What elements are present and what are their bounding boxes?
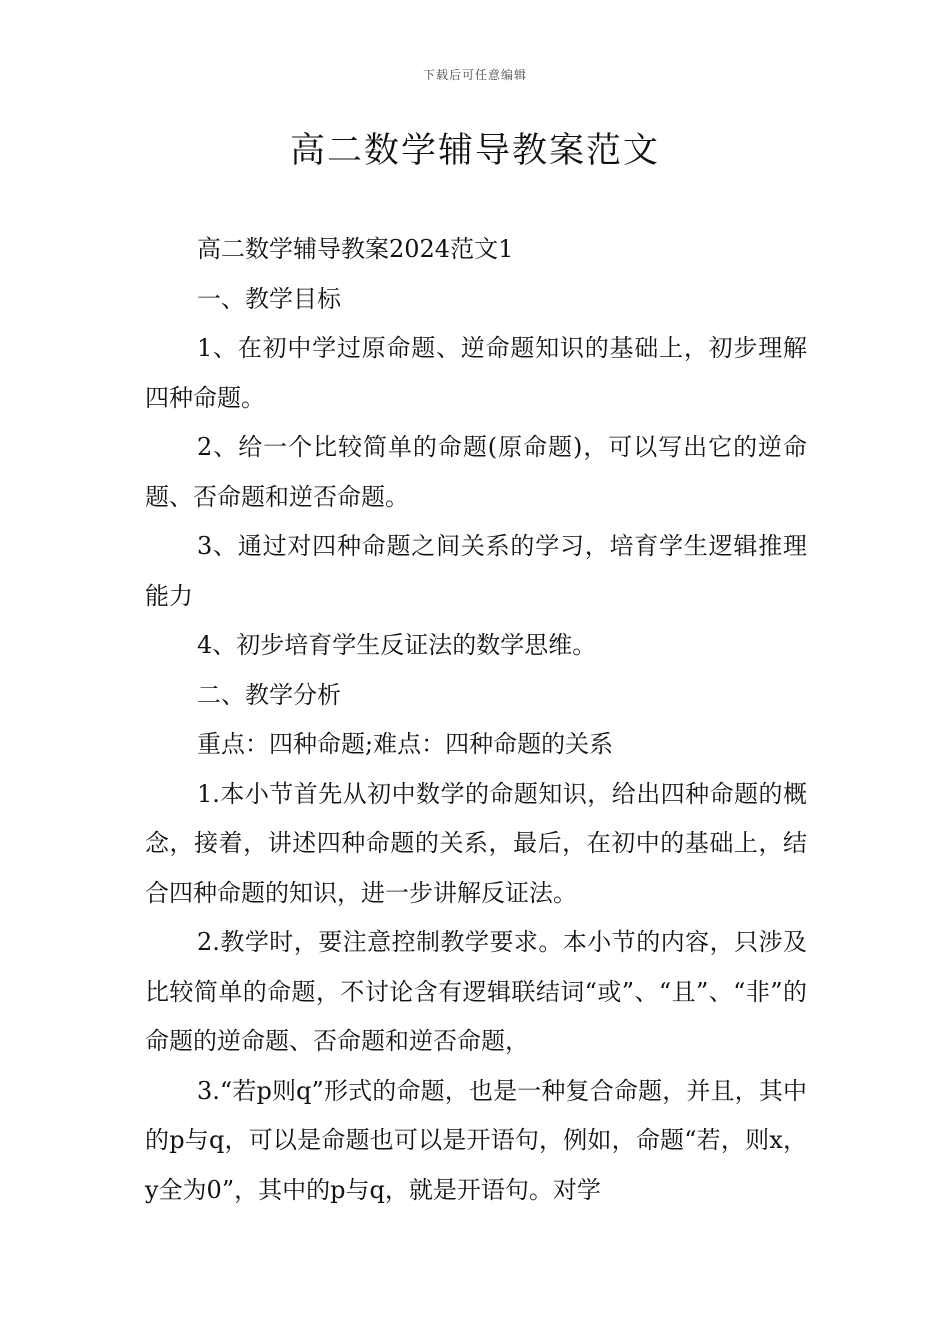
paragraph: 4、初步培育学生反证法的数学思维。 bbox=[197, 631, 597, 659]
paragraph: 2、给一个比较简单的命题(原命题)，可以写出它的逆命题、否命题和逆否命题。 bbox=[145, 433, 807, 511]
paragraph: 3、通过对四种命题之间关系的学习，培育学生逻辑推理能力 bbox=[145, 532, 807, 610]
paragraph: 重点：四种命题;难点：四种命题的关系 bbox=[197, 730, 614, 758]
page-header-note: 下载后可任意编辑 bbox=[422, 68, 527, 82]
section-heading: 高二数学辅导教案2024范文1 bbox=[197, 235, 514, 263]
paragraph: 1.本小节首先从初中数学的命题知识，给出四种命题的概念，接着，讲述四种命题的关系，最后，在初中的基础上，结合四种命题的知识，进一步讲解反证法。 bbox=[145, 779, 807, 907]
subheading-teaching-goals: 一、教学目标 bbox=[197, 284, 341, 313]
paragraph: 1、在初中学过原命题、逆命题知识的基础上，初步理解四种命题。 bbox=[145, 334, 807, 412]
paragraph: 2.教学时，要注意控制教学要求。本小节的内容，只涉及比较简单的命题，不讨论含有逻辑联结词“或”、“且”、“非”的命题的逆命题、否命题和逆否命题， bbox=[145, 928, 807, 1055]
document-body bbox=[145, 225, 807, 1215]
document-title: 高二数学辅导教案范文 bbox=[289, 131, 660, 171]
subheading-teaching-analysis: 二、教学分析 bbox=[197, 680, 341, 709]
paragraph: 3.“若p则q”形式的命题，也是一种复合命题，并且，其中的p与q，可以是命题也可以是开语句，例如，命题“若，则x，y全为0”，其中的p与q，就是开语句。对学 bbox=[145, 1076, 807, 1204]
